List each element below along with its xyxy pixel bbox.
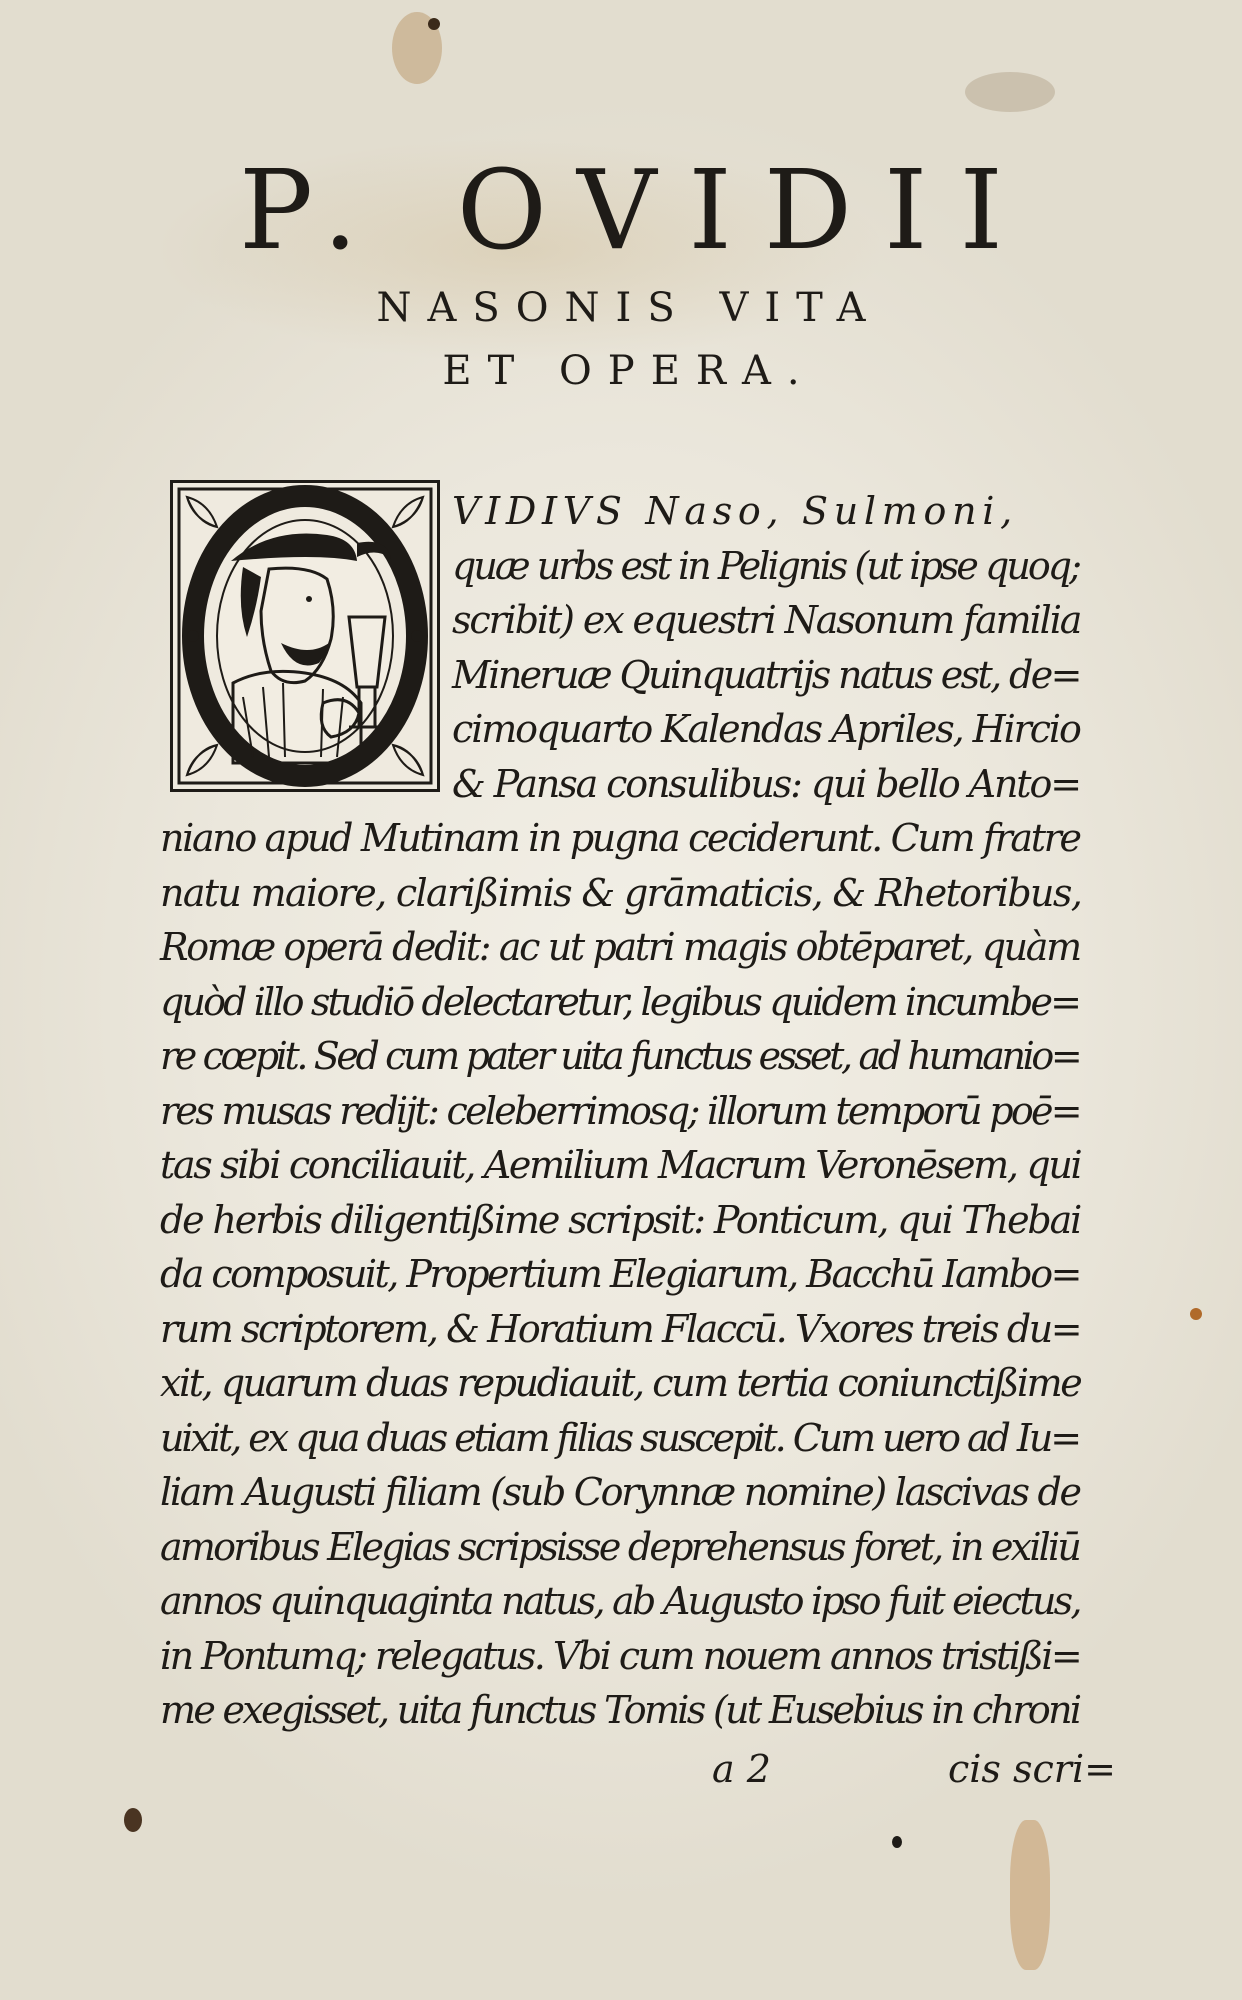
body-text-line: natu maiore, clarißimis & grāmaticis, & Rhetoribus, — [160, 870, 1082, 915]
body-text-line: annos quinquaginta natus, ab Augusto ipso fuit eiectus, — [160, 1579, 1080, 1623]
body-text-line: amoribus Elegias scripsisse deprehensus foret, in exiliū — [160, 1524, 1080, 1569]
body-text-line: tas sibi conciliauit, Aemilium Macrum Veronēsem, qui — [160, 1143, 1081, 1187]
stain-top-right — [965, 72, 1055, 112]
stain-top-dot — [428, 18, 440, 30]
decorated-initial-woodcut — [170, 480, 440, 792]
signature-mark: a 2 — [712, 1747, 771, 1791]
body-text-line: Romæ operā dedit: ac ut patri magis obtēparet, quàm — [160, 925, 1080, 969]
catchword: cis scri= — [948, 1747, 1116, 1791]
body-text-line: Mineruæ Quinquatrijs natus est, de= — [452, 652, 1080, 697]
stain-bottom-center-dot — [892, 1836, 902, 1848]
body-text-line: cimoquarto Kalendas Apriles, Hircio — [452, 707, 1080, 751]
body-text-line: res musas redijt: celeberrimosq; illorum temporū poē= — [160, 1088, 1080, 1133]
body-text-line: VIDIVS Naso, Sulmoni, — [452, 489, 1018, 533]
stain-right-edge — [1190, 1308, 1202, 1320]
stain-bottom-right — [1010, 1820, 1050, 1970]
page-subtitle-line-1: NASONIS VITA — [376, 285, 882, 331]
body-text-line: da composuit, Propertium Elegiarum, Bacchū Iambo= — [160, 1252, 1080, 1296]
body-text-line: & Pansa consulibus: qui bello Anto= — [452, 761, 1080, 806]
body-text-line: quæ urbs est in Pelignis (ut ipse quoq; — [452, 543, 1080, 588]
body-text-line: re cœpit. Sed cum pater uita functus esset, ad humanio= — [160, 1034, 1080, 1078]
body-text-line: rum scriptorem, & Horatium Flaccū. Vxores treis du= — [160, 1306, 1081, 1351]
page-title: P. OVIDII — [239, 146, 1035, 274]
body-text-line: xit, quarum duas repudiauit, cum tertia coniunctißime — [160, 1361, 1081, 1405]
page-subtitle-line-2: ET OPERA. — [442, 348, 816, 394]
body-text-line: scribit) ex equestri Nasonum familia — [452, 598, 1081, 642]
body-text-line: me exegisset, uita functus Tomis (ut Eusebius in chroni — [160, 1688, 1080, 1732]
body-text-line: de herbis diligentißime scripsit: Ponticum, qui Thebai — [160, 1197, 1081, 1242]
body-text-line: quòd illo studiō delectaretur, legibus quidem incumbe= — [160, 979, 1080, 1024]
stain-bottom-left-dot — [124, 1808, 142, 1832]
body-text-line: niano apud Mutinam in pugna ceciderunt. Cum fratre — [160, 816, 1080, 860]
woodcut-portrait-illustration — [173, 483, 437, 789]
body-text-line: liam Augusti filiam (sub Corynnæ nomine) lascivas de — [160, 1470, 1080, 1514]
body-text-line: uixit, ex qua duas etiam filias suscepit. Cum uero ad Iu= — [160, 1415, 1080, 1460]
body-text-line: in Pontumq; relegatus. Vbi cum nouem annos tristißi= — [160, 1633, 1081, 1678]
